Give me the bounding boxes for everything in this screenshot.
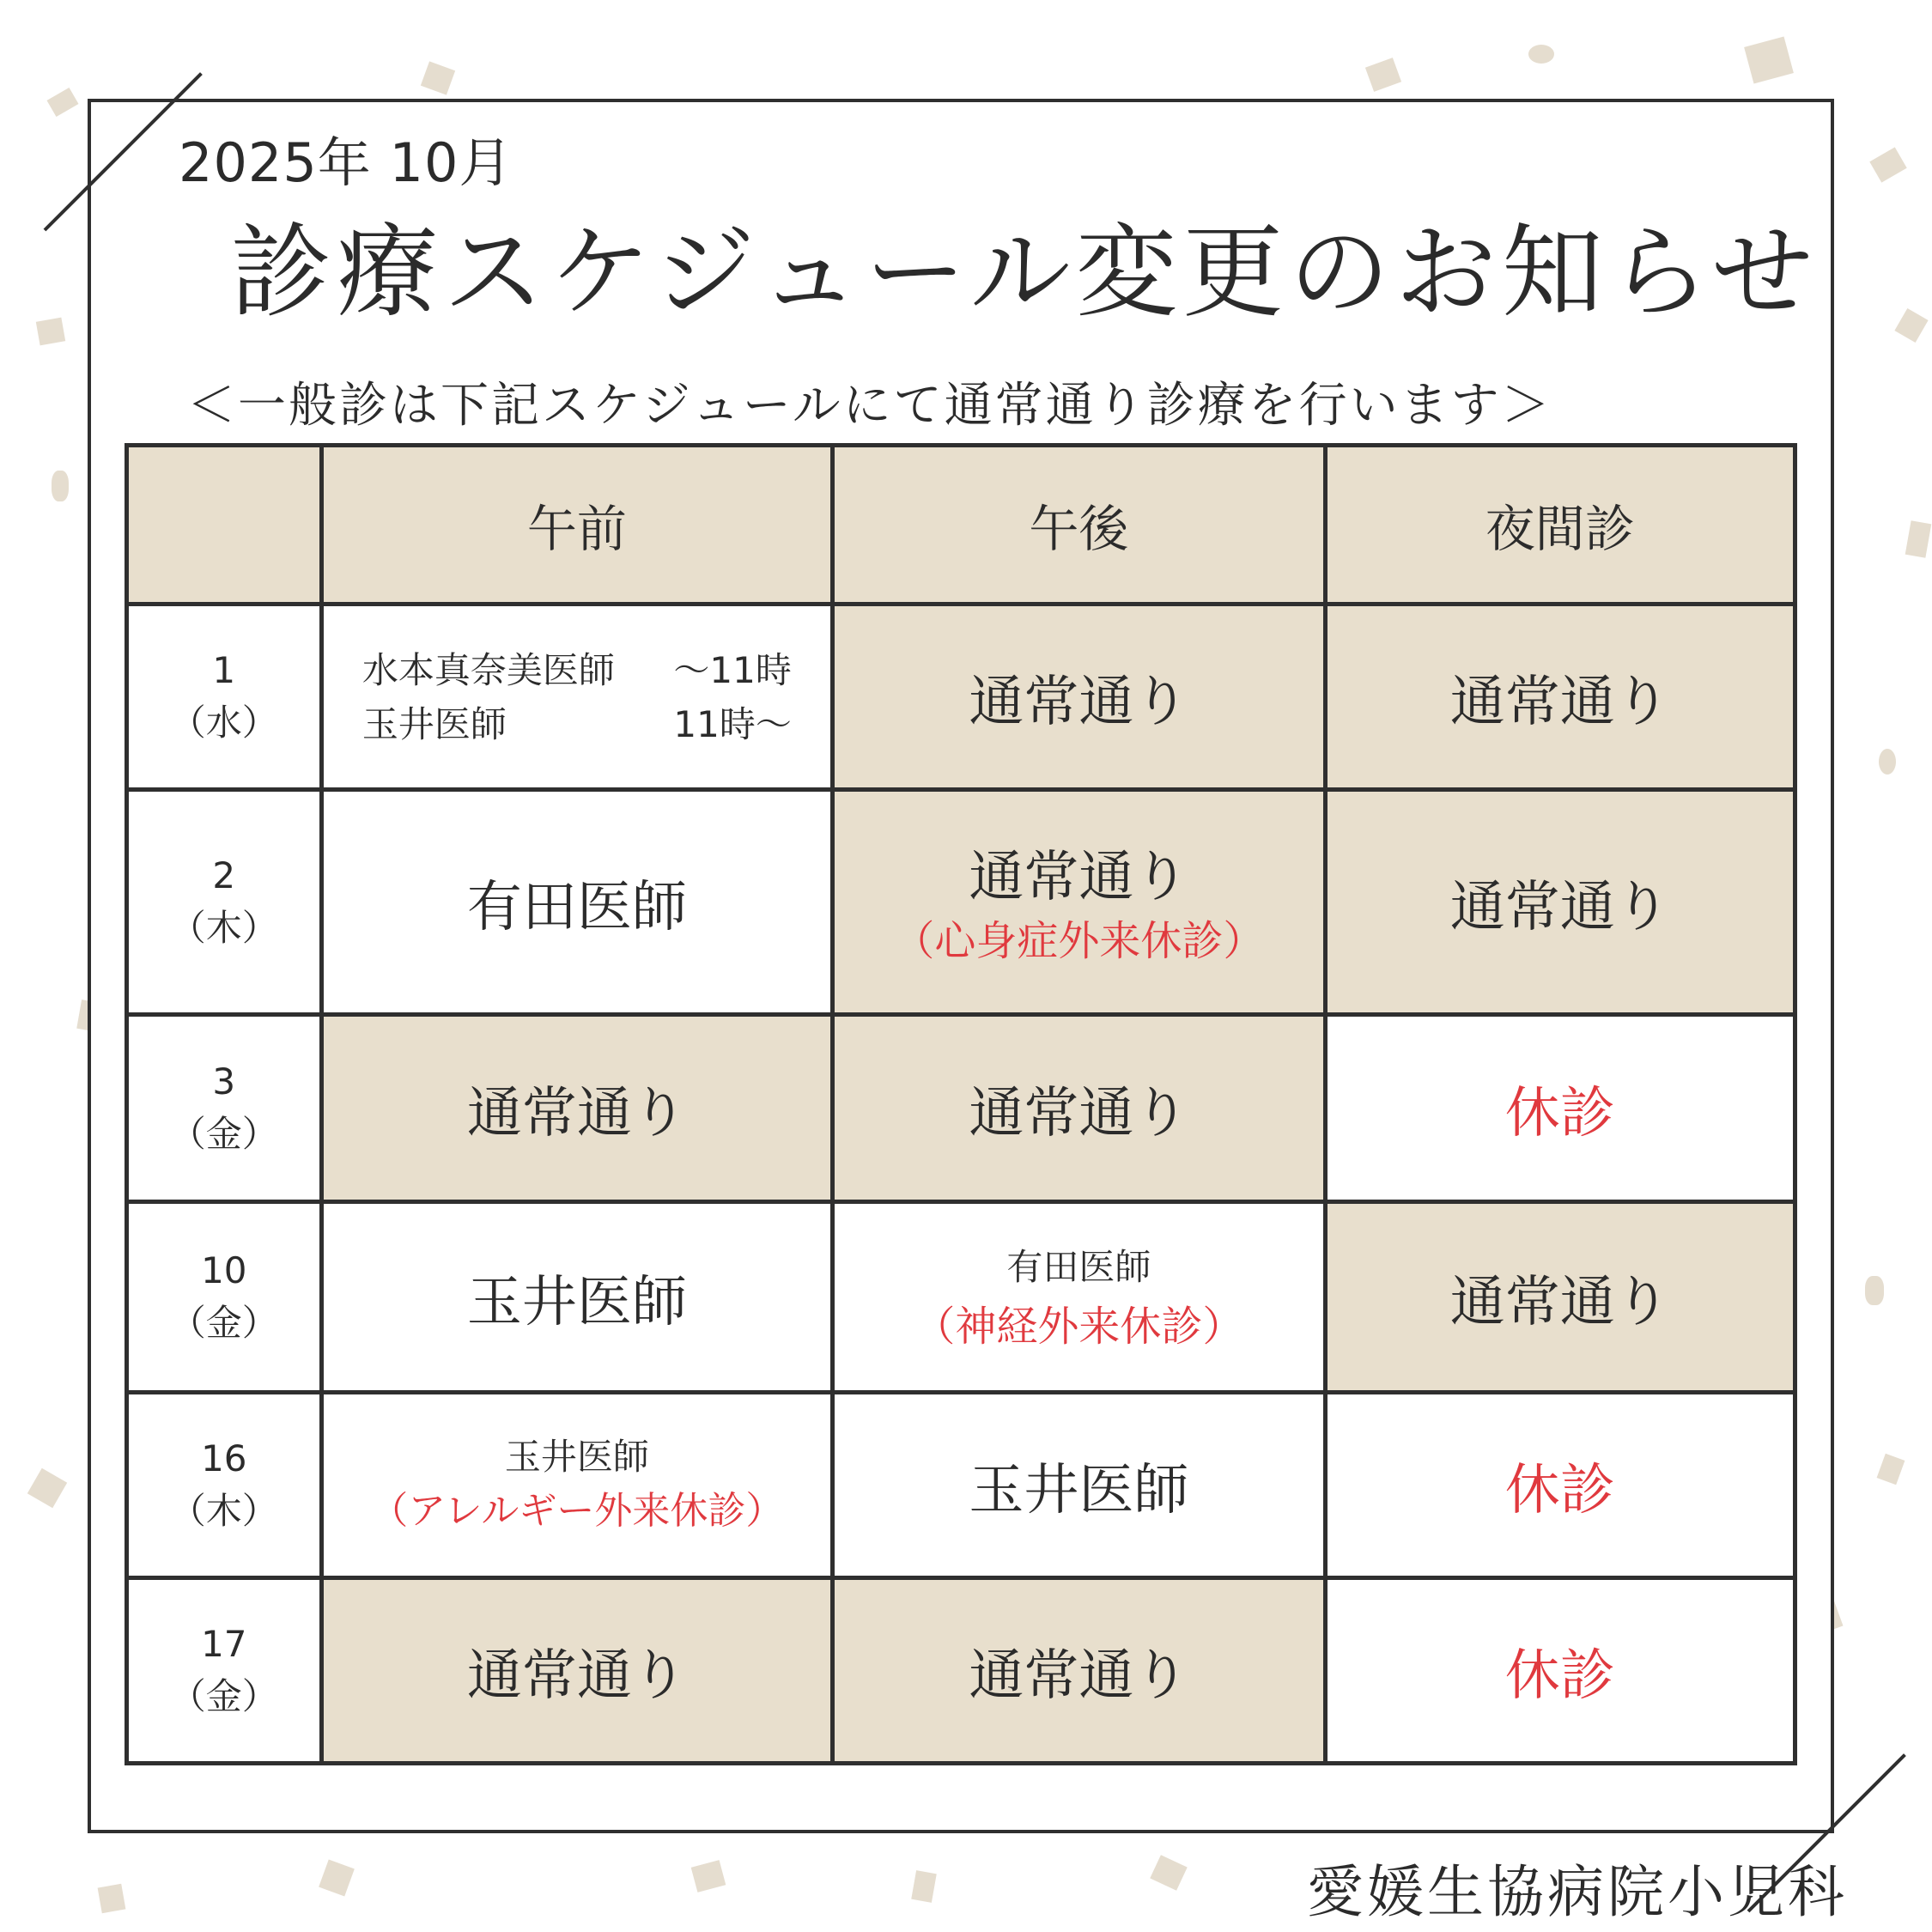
table-row	[127, 1393, 1795, 1578]
table-row	[127, 1015, 1795, 1202]
night-cell: 通常通り	[1325, 605, 1795, 790]
pm-status: 通常通り	[969, 845, 1189, 909]
night-cell: 通常通り	[1325, 790, 1795, 1015]
confetti-decoration	[1869, 147, 1906, 182]
header-cell-night: 夜間診	[1325, 446, 1795, 605]
confetti-decoration	[1865, 1276, 1884, 1305]
date-cell	[127, 1202, 322, 1393]
pm-cell: 通常通り	[833, 605, 1325, 790]
am-cell: 通常通り	[321, 1015, 833, 1202]
confetti-decoration	[98, 1884, 126, 1913]
pm-cell: 通常通り	[833, 1578, 1325, 1764]
date-weekday: （金）	[169, 1112, 278, 1155]
year-month: 2025年 10月	[179, 131, 513, 194]
shift-line	[362, 697, 792, 751]
confetti-decoration	[1744, 37, 1794, 84]
confetti-decoration	[1894, 308, 1928, 343]
confetti-decoration	[27, 1468, 67, 1508]
doctor-name: 玉井医師	[504, 1436, 649, 1479]
date-cell	[127, 790, 322, 1015]
pm-cell	[833, 790, 1325, 1015]
closure-note: （心身症外来休診）	[893, 916, 1265, 965]
date-weekday: （木）	[169, 1489, 278, 1532]
date-weekday: （木）	[169, 906, 278, 949]
confetti-decoration	[911, 1870, 937, 1903]
confetti-decoration	[421, 61, 455, 94]
pm-cell	[833, 1202, 1325, 1393]
closure-note: （神経外来休診）	[914, 1303, 1244, 1352]
confetti-decoration	[1879, 749, 1896, 775]
shift-time: ～11時	[673, 648, 792, 691]
night-cell: 休診	[1325, 1015, 1795, 1202]
table-row	[127, 605, 1795, 790]
doctor-name: 水本真奈美医師	[361, 648, 615, 691]
am-cell	[321, 1393, 833, 1578]
date-weekday: （水）	[169, 701, 278, 744]
doctor-name: 玉井医師	[361, 702, 507, 745]
shift-time: 11時～	[673, 702, 792, 745]
confetti-decoration	[1877, 1454, 1905, 1485]
am-cell: 通常通り	[321, 1578, 833, 1764]
subtitle: ＜一般診は下記スケジュールにて通常通り診療を行います＞	[187, 378, 1552, 434]
confetti-decoration	[1905, 520, 1932, 558]
date-cell	[127, 605, 322, 790]
closure-note: （アレルギー外来休診）	[370, 1489, 784, 1534]
am-cell: 玉井医師	[321, 1202, 833, 1393]
header-cell-pm: 午後	[833, 446, 1325, 605]
doctor-shift-list	[362, 643, 792, 751]
date-weekday: （金）	[169, 1674, 278, 1717]
night-cell: 休診	[1325, 1578, 1795, 1764]
pm-cell: 玉井医師	[833, 1393, 1325, 1578]
am-cell: 有田医師	[321, 790, 833, 1015]
am-cell	[321, 605, 833, 790]
table-row	[127, 1578, 1795, 1764]
header-cell-blank	[127, 446, 322, 605]
date-cell	[127, 1578, 322, 1764]
date-weekday: （金）	[169, 1301, 278, 1344]
confetti-decoration	[1150, 1855, 1187, 1891]
date-number: 2	[212, 854, 236, 896]
doctor-name: 有田医師	[1006, 1245, 1151, 1288]
page-title: 診療スケジュール変更のお知らせ	[230, 213, 1819, 331]
date-number: 16	[201, 1437, 247, 1479]
confetti-decoration	[47, 88, 79, 117]
date-number: 1	[212, 648, 236, 691]
night-cell: 休診	[1325, 1393, 1795, 1578]
confetti-decoration	[36, 318, 65, 346]
table-row	[127, 790, 1795, 1015]
confetti-decoration	[691, 1860, 726, 1893]
header-cell-am: 午前	[321, 446, 833, 605]
shift-line	[362, 643, 792, 697]
date-cell	[127, 1393, 322, 1578]
confetti-decoration	[1365, 58, 1401, 92]
night-cell: 通常通り	[1325, 1202, 1795, 1393]
confetti-decoration	[319, 1860, 355, 1897]
date-number: 3	[212, 1060, 236, 1103]
confetti-decoration	[52, 471, 69, 501]
date-number: 10	[201, 1249, 247, 1291]
confetti-decoration	[1528, 45, 1554, 64]
hospital-name: 愛媛生協病院小児科	[1307, 1859, 1848, 1925]
table-row	[127, 1202, 1795, 1393]
date-number: 17	[201, 1622, 247, 1665]
table-header-row	[127, 446, 1795, 605]
pm-cell: 通常通り	[833, 1015, 1325, 1202]
date-cell	[127, 1015, 322, 1202]
schedule-table	[125, 443, 1797, 1765]
